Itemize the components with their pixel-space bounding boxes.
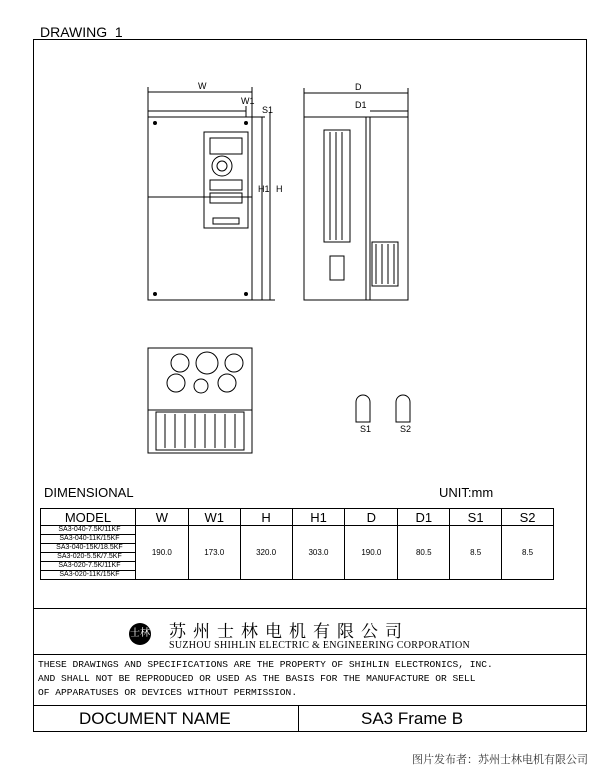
side-view	[304, 88, 408, 300]
model-name: SA3-040-11K/15KF	[41, 535, 135, 544]
header-d1: D1	[398, 509, 450, 526]
value-h1: 303.0	[292, 526, 345, 580]
value-h: 320.0	[240, 526, 292, 580]
dim-d1-label: D1	[355, 100, 367, 110]
publisher-watermark: 图片发布者：苏州士林电机有限公司	[412, 753, 588, 766]
company-name-en: SUZHOU SHIHLIN ELECTRIC & ENGINEERING CORPORATION	[169, 640, 471, 651]
model-name: SA3-020-11K/15KF	[59, 571, 120, 578]
company-block	[33, 608, 587, 655]
dim-s2-small-label: S2	[400, 424, 412, 434]
dim-h1-label: H1	[258, 184, 270, 194]
model-name: SA3-040-7.5K/11KF	[41, 526, 135, 535]
company-logo: 士林	[129, 623, 151, 645]
table-row	[41, 526, 554, 580]
mounting-hole-details	[356, 395, 410, 422]
copyright-notice	[38, 658, 493, 700]
header-d: D	[345, 509, 398, 526]
dim-w-label: W	[198, 81, 207, 91]
dim-w1-label: W1	[241, 96, 255, 106]
value-s2: 8.5	[502, 526, 554, 580]
model-name: SA3-040-15K/18.5KF	[41, 544, 135, 553]
header-h: H	[240, 509, 292, 526]
document-name-label: DOCUMENT NAME	[79, 709, 231, 728]
model-list	[41, 526, 136, 580]
value-s1: 8.5	[450, 526, 502, 580]
dim-s1-small-label: S1	[360, 424, 372, 434]
model-name: SA3-020-7.5K/11KF	[41, 562, 135, 571]
value-w1: 173.0	[188, 526, 240, 580]
value-w: 190.0	[135, 526, 188, 580]
value-d1: 80.5	[398, 526, 450, 580]
dim-s1-label: S1	[262, 105, 274, 115]
company-name-cn: 苏州士林电机有限公司	[169, 622, 409, 642]
header-h1: H1	[292, 509, 345, 526]
dimensions-table	[40, 508, 554, 580]
dim-d-label: D	[355, 82, 362, 92]
document-name-row	[33, 705, 587, 732]
document-name-value: SA3 Frame B	[361, 709, 464, 728]
table-header-row	[41, 509, 554, 526]
section-label: DIMENSIONAL	[44, 485, 134, 500]
model-name: SA3-020-5.5K/7.5KF	[41, 553, 135, 562]
notice-line: THESE DRAWINGS AND SPECIFICATIONS ARE THE PROPERTY OF SHIHLIN ELECTRONICS, INC.	[38, 659, 493, 670]
unit-label: UNIT:mm	[439, 485, 494, 500]
header-s2: S2	[502, 509, 554, 526]
notice-line: AND SHALL NOT BE REPRODUCED OR USED AS THE BASIS FOR THE MANUFACTURE OR SELL	[38, 673, 476, 684]
divider	[298, 706, 299, 732]
bottom-view	[148, 348, 252, 453]
value-d: 190.0	[345, 526, 398, 580]
header-w1: W1	[188, 509, 240, 526]
header-model: MODEL	[41, 509, 136, 526]
drawing-title: DRAWING_1	[40, 24, 123, 40]
dim-h-label: H	[276, 184, 283, 194]
front-view	[148, 87, 275, 300]
header-s1: S1	[450, 509, 502, 526]
notice-line: OF APPARATUSES OR DEVICES WITHOUT PERMISSION.	[38, 687, 298, 698]
header-w: W	[135, 509, 188, 526]
